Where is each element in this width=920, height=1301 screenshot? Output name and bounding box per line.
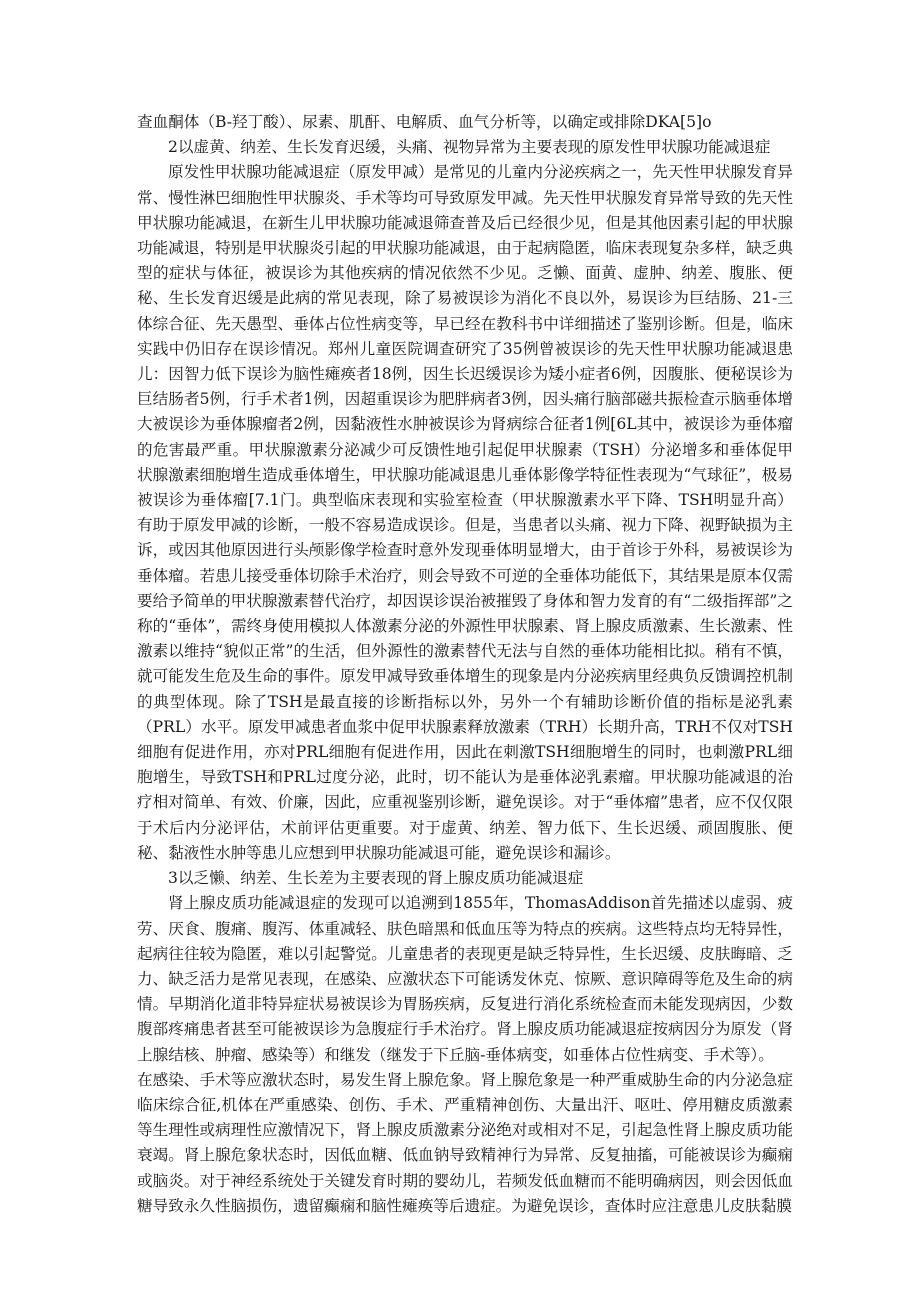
paragraph-adrenal-crisis: 在感染、手术等应激状态时，易发生肾上腺危象。肾上腺危象是一种严重威胁生命的内分泌急症临床综合征,机体在严重感染、创伤、手术、严重精神创伤、大量出汗、呕吐、停用糖皮质激素等生理性或病理性应激情况下，肾上腺皮质激素分泌绝对或相对不足，引起急性肾上腺皮质功能衰竭。肾上腺危象状态时，因低血糖、低血钠导致精神行为异常、反复抽搐，可能被误诊为癫痫或脑炎。对于神经系统处于关键发育时期的婴幼儿，若频发低血糖而不能明确病因，则会因低血糖导致永久性脑损伤，遗留癫痫和脑性瘫痪等后遗症。为避免误诊，查体时应注意患儿皮肤黏膜	[137, 1070, 793, 1215]
paragraph-adrenal-insufficiency: 肾上腺皮质功能减退症的发现可以追溯到1855年，ThomasAddison首先描述以虚弱、疲劳、厌食、腹痛、腹泻、体重减轻、肤色暗黑和低血压等为特点的疾病。这些特点均无特异性，起病往往较为隐匿，难以引起警觉。儿童患者的表现更是缺乏特异性，生长迟缓、皮肤晦暗、乏力、缺乏活力是常见表现，在感染、应激状态下可能诱发休克、惊厥、意识障碍等危及生命的病情。早期消化道非特异症状易被误诊为胃肠疾病，反复进行消化系统检查而未能发现病因，少数腹部疼痛患者甚至可能被误诊为急腹症行手术治疗。肾上腺皮质功能减退症按病因分为原发（肾上腺结核、肿瘤、感染等）和继发（继发于下丘脑-垂体病变，如垂体占位性病变、手术等）。	[137, 894, 793, 1064]
document-body	[137, 110, 793, 1219]
paragraph-intro: 查血酮体（B-羟丁酸）、尿素、肌酐、电解质、血气分析等，以确定或排除DKA[5]o	[137, 113, 712, 131]
section-heading-3: 3以乏懒、纳差、生长差为主要表现的肾上腺皮质功能减退症	[168, 869, 584, 888]
section-heading-2: 2以虚黄、纳差、生长发育迟缓，头痛、视物异常为主要表现的原发性甲状腺功能减退症	[168, 138, 771, 157]
paragraph-hypothyroidism: 原发性甲状腺功能减退症（原发甲减）是常见的儿童内分泌疾病之一，先天性甲状腺发育异常、慢性淋巴细胞性甲状腺炎、手术等均可导致原发甲减。先天性甲状腺发育异常导致的先天性甲状腺功能减退，在新生儿甲状腺功能减退筛查普及后已经很少见，但是其他因素引起的甲状腺功能减退，特别是甲状腺炎引起的甲状腺功能减退，由于起病隐匿，临床表现复杂多样，缺乏典型的症状与体征，被误诊为其他疾病的情况依然不少见。乏懒、面黄、虚肿、纳差、腹胀、便秘、生长发育迟缓是此病的常见表现，除了易被误诊为消化不良以外，易误诊为巨结肠、21-三体综合征、先天愚型、垂体占位性病变等，早已经在教科书中详细描述了鉴别诊断。但是，临床实践中仍旧存在误诊情况。郑州儿童医院调查研究了35例曾被误诊的先天性甲状腺功能减退患儿：因智力低下误诊为脑性瘫痪者18例，因生长迟缓误诊为矮小症者6例，因腹胀、便秘误诊为巨结肠者5例，行手术者1例，因超重误诊为肥胖病者3例，因头痛行脑部磁共振检查示脑垂体增大被误诊为垂体腺瘤者2例，因黏液性水肿被误诊为肾病综合征者1例[6L其中，被误诊为垂体瘤的危害最严重。甲状腺激素分泌减少可反馈性地引起促甲状腺素（TSH）分泌增多和垂体促甲状腺激素细胞增生造成垂体增生，甲状腺功能减退患儿垂体影像学特征性表现为“气球征”，极易被误诊为垂体瘤[7.1门。典型临床表现和实验室检查（甲状腺激素水平下降、TSH明显升高）有助于原发甲减的诊断，一般不容易造成误诊。但是，当患者以头痛、视力下降、视野缺损为主诉，或因其他原因进行头颅影像学检查时意外发现垂体明显增大，由于首诊于外科，易被误诊为垂体瘤。若患儿接受垂体切除手术治疗，则会导致不可逆的全垂体功能低下，其结果是原本仅需要给予简单的甲状腺激素替代治疗，却因误诊误治被摧毁了身体和智力发育的有“二级指挥部”之称的“垂体”，需终身使用模拟人体激素分泌的外源性甲状腺素、肾上腺皮质激素、生长激素、性激素以维持“貌似正常”的生活，但外源性的激素替代无法与自然的垂体功能相比拟。稍有不慎，就可能发生危及生命的事件。原发甲减导致垂体增生的现象是内分泌疾病里经典负反馈调控机制的典型体现。除了TSH是最直接的诊断指标以外，另外一个有辅助诊断价值的指标是泌乳素（PRL）水平。原发甲减患者血浆中促甲状腺素释放激素（TRH）长期升高，TRH不仅对TSH细胞有促进作用，亦对PRL细胞有促进作用，因此在刺激TSH细胞增生的同时，也刺激PRL细胞增生，导致TSH和PRL过度分泌，此时，切不能认为是垂体泌乳素瘤。甲状腺功能减退的治疗相对简单、有效、价廉，因此，应重视鉴别诊断，避免误诊。对于“垂体瘤”患者，应不仅仅限于术后内分泌评估，术前评估更重要。对于虚黄、纳差、智力低下、生长迟缓、顽固腹胀、便秘、黏液性水肿等患儿应想到甲状腺功能减退可能，避免误诊和漏诊。	[137, 163, 793, 862]
